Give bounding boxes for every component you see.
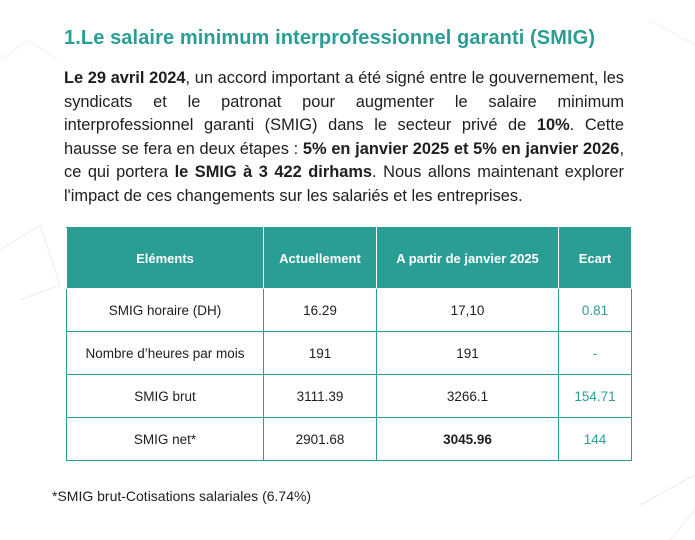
table-header-row xyxy=(67,228,632,289)
intro-text-4: . Nous allons maintenant explorer l'impact de ces changements sur les salariés et les entreprises. xyxy=(64,163,625,205)
section-title-text: Le salaire minimum interprofessionnel garanti (SMIG) xyxy=(80,27,596,49)
column-header-elements: Eléments xyxy=(67,228,264,289)
current-value: 3111.39 xyxy=(264,375,377,418)
footnote: *SMIG brut-Cotisations salariales (6.74%) xyxy=(52,488,312,504)
gap-value: 154.71 xyxy=(559,375,632,418)
gap-value: - xyxy=(559,332,632,375)
column-header-gap: Ecart xyxy=(559,228,632,289)
row-label: SMIG brut xyxy=(67,375,264,418)
table-row xyxy=(67,289,632,332)
intro-paragraph xyxy=(64,67,624,208)
row-label: SMIG horaire (DH) xyxy=(67,289,264,332)
intro-text-3: , ce qui portera xyxy=(64,139,624,181)
section-number: 1. xyxy=(64,27,81,49)
column-header-january-2025: A partir de janvier 2025 xyxy=(377,228,559,289)
intro-result: le SMIG à 3 422 dirhams xyxy=(174,163,373,181)
table-row xyxy=(67,375,632,418)
table-row xyxy=(67,418,632,461)
intro-text-1: , un accord important a été signé entre le gouvernement, les syndicats et le patronat pour augmenter le salaire minimum interprofessionnel garanti (SMIG) dans le secteur privé de xyxy=(64,69,625,134)
column-header-current: Actuellement xyxy=(264,228,377,289)
new-value: 191 xyxy=(377,332,559,375)
intro-percent: 10% xyxy=(536,116,570,134)
new-value: 3045.96 xyxy=(377,418,559,461)
section-title xyxy=(64,27,595,50)
new-value: 3266.1 xyxy=(377,375,559,418)
row-label: Nombre d’heures par mois xyxy=(67,332,264,375)
gap-value: 144 xyxy=(559,418,632,461)
gap-value: 0.81 xyxy=(559,289,632,332)
smig-table xyxy=(66,227,632,461)
current-value: 191 xyxy=(264,332,377,375)
intro-text-2: . Cette hausse se fera en deux étapes : xyxy=(64,116,624,158)
new-value: 17,10 xyxy=(377,289,559,332)
intro-steps: 5% en janvier 2025 et 5% en janvier 2026 xyxy=(302,139,620,158)
intro-date: Le 29 avril 2024 xyxy=(64,69,186,87)
row-label: SMIG net* xyxy=(67,418,264,461)
current-value: 2901.68 xyxy=(264,418,377,461)
current-value: 16.29 xyxy=(264,289,377,332)
table-row xyxy=(67,332,632,375)
